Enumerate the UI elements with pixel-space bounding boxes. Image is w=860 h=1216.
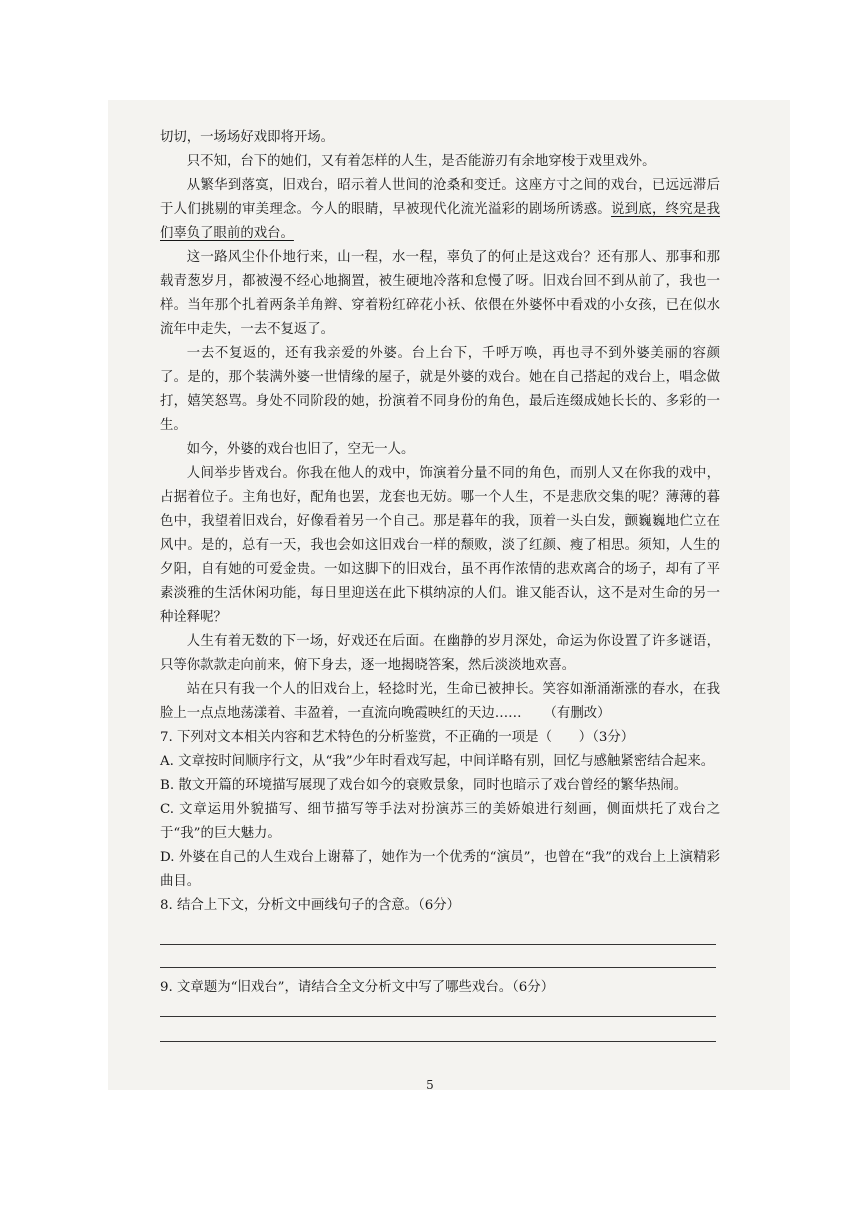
question-9-stem: 9. 文章题为“旧戏台”，请结合全文分析文中写了哪些戏台。（6分） <box>160 980 555 995</box>
question-7-option-d: D. 外婆在自己的人生戏台上谢幕了，她作为一个优秀的“演员”，也曾在“我”的戏台上上演精彩曲目。 <box>160 850 720 889</box>
passage-paragraph-4: 这一路风尘仆仆地行来，山一程，水一程，辜负了的何止是这戏台？还有那人、那事和那载青葱岁月，都被漫不经心地搁置，被生硬地冷落和怠慢了呀。旧戏台回不到从前了，我也一样。当年那个扎着两条羊角辫、穿着粉红碎花小袄、依偎在外婆怀中看戏的小女孩，已在似水流年中走失，一去不复返了。 <box>160 250 720 337</box>
question-7-option-b: B. 散文开篇的环境描写展现了戏台如今的衰败景象，同时也暗示了戏台曾经的繁华热闹。 <box>160 778 688 793</box>
question-7-stem: 7. 下列对文本相关内容和艺术特色的分析鉴赏，不正确的一项是（ ）（3分） <box>160 730 635 745</box>
question-8-stem: 8. 结合上下文，分析文中画线句子的含意。（6分） <box>160 898 461 913</box>
passage-paragraph-3 <box>160 174 720 246</box>
passage-paragraph-3-text: 从繁华到落寞，旧戏台，昭示着人世间的沧桑和变迁。这座方寸之间的戏台，已远远滞后于人们挑剔的审美理念。今人的眼睛，早被现代化流光溢彩的剧场所诱惑。 <box>160 178 720 217</box>
passage-paragraph-9-text: 站在只有我一个人的旧戏台上，轻捻时光，生命已被抻长。笑容如渐涌渐涨的春水，在我脸上一点点地荡漾着、丰盈着，一直流向晚霞映红的天边…… <box>160 682 720 721</box>
passage-paragraph-6: 如今，外婆的戏台也旧了，空无一人。 <box>186 442 415 457</box>
question-9-answer-line-2[interactable] <box>160 1041 716 1042</box>
passage-paragraph-8: 人生有着无数的下一场，好戏还在后面。在幽静的岁月深处，命运为你设置了许多谜语，只等你款款走向前来，俯下身去，逐一地揭晓答案，然后淡淡地欢喜。 <box>160 634 720 673</box>
exam-page-content <box>160 126 720 1042</box>
passage-paragraph-9 <box>160 678 720 726</box>
passage-paragraph-2: 只不知，台下的她们，又有着怎样的人生，是否能游刃有余地穿梭于戏里戏外。 <box>186 154 656 169</box>
source-note: （有删改） <box>543 706 611 721</box>
question-7-option-c: C. 文章运用外貌描写、细节描写等手法对扮演苏三的美娇娘进行刻画，侧面烘托了戏台之于“我”的巨大魅力。 <box>160 802 720 841</box>
underlined-sentence: 说到底，终究是我们辜负了眼前的戏台。 <box>160 202 721 241</box>
passage-paragraph-1: 切切，一场场好戏即将开场。 <box>160 130 335 145</box>
page-number: 5 <box>426 1078 434 1092</box>
passage-paragraph-7: 人间举步皆戏台。你我在他人的戏中，饰演着分量不同的角色，而别人又在你我的戏中，占据着位子。主角也好，配角也罢，龙套也无妨。哪一个人生，不是悲欣交集的呢？薄薄的暮色中，我望着旧戏台，好像看着另一个自己。那是暮年的我，顶着一头白发，颤巍巍地伫立在风中。是的，总有一天，我也会如这旧戏台一样的颓败，淡了红颜、瘦了相思。须知，人生的夕阳，自有她的可爱金贵。一如这脚下的旧戏台，虽不再作浓情的悲欢离合的场子，却有了平素淡雅的生活休闲功能，每日里迎送在此下棋纳凉的人们。谁又能否认，这不是对生命的另一种诠释呢？ <box>160 466 720 625</box>
question-7-option-a: A. 文章按时间顺序行文，从“我”少年时看戏写起，中间详略有别，回忆与感触紧密结合起来。 <box>160 754 715 769</box>
passage-paragraph-5: 一去不复返的，还有我亲爱的外婆。台上台下，千呼万唤，再也寻不到外婆美丽的容颜了。是的，那个装满外婆一世情缘的屋子，就是外婆的戏台。她在自己搭起的戏台上，唱念做打，嬉笑怒骂。身处不同阶段的她，扮演着不同身份的角色，最后连缀成她长长的、多彩的一生。 <box>160 346 720 433</box>
